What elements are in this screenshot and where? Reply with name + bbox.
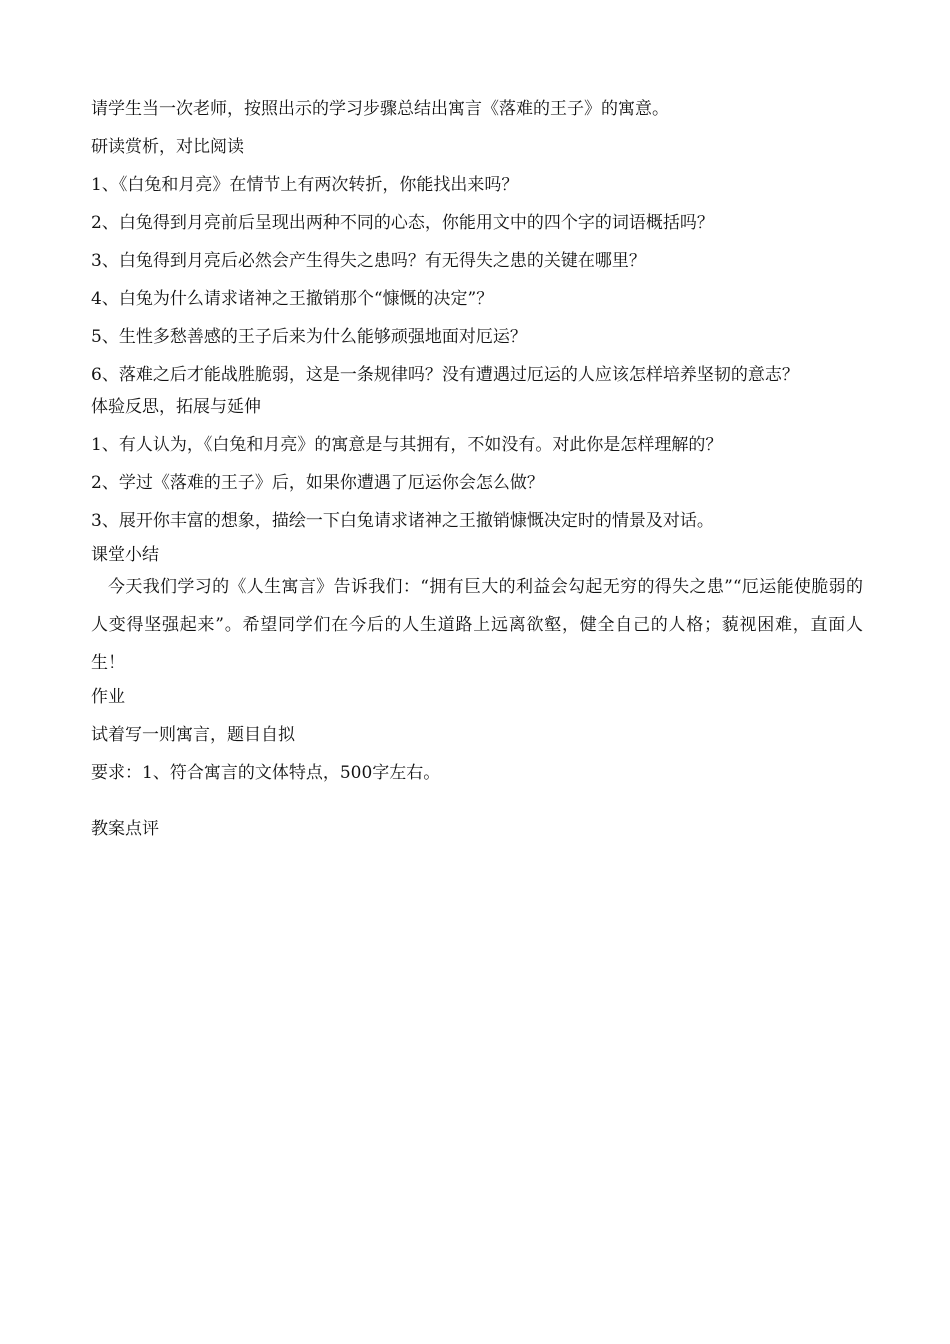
section-heading-homework: 作业 xyxy=(91,687,125,707)
reflection-question-2: 2、学过《落难的王子》后，如果你遭遇了厄运你会怎么做？ xyxy=(91,473,544,493)
document-page xyxy=(91,96,863,842)
study-question-2: 2、白兔得到月亮前后呈现出两种不同的心态，你能用文中的四个字的词语概括吗？ xyxy=(91,213,714,233)
section-heading-study: 研读赏析，对比阅读 xyxy=(91,137,244,157)
study-question-3: 3、白兔得到月亮后必然会产生得失之患吗？有无得失之患的关键在哪里？ xyxy=(91,251,646,271)
study-question-4: 4、白兔为什么请求诸神之王撤销那个“慷慨的决定”？ xyxy=(91,289,494,309)
homework-requirement: 要求：1、符合寓言的文体特点，500字左右。 xyxy=(91,763,441,783)
reflection-question-3: 3、展开你丰富的想象，描绘一下白兔请求诸神之王撤销慷慨决定时的情景及对话。 xyxy=(91,511,714,531)
study-question-5: 5、生性多愁善感的王子后来为什么能够顽强地面对厄运？ xyxy=(91,327,527,347)
lesson-plan-review-heading: 教案点评 xyxy=(91,819,159,839)
intro-line: 请学生当一次老师，按照出示的学习步骤总结出寓言《落难的王子》的寓意。 xyxy=(91,99,669,119)
study-question-1: 1、《白兔和月亮》在情节上有两次转折，你能找出来吗？ xyxy=(91,175,519,195)
section-heading-summary: 课堂小结 xyxy=(91,545,159,565)
section-heading-reflection: 体验反思，拓展与延伸 xyxy=(91,397,261,417)
reflection-question-1: 1、有人认为，《白兔和月亮》的寓意是与其拥有，不如没有。对此你是怎样理解的？ xyxy=(91,435,723,455)
study-question-6: 6、落难之后才能战胜脆弱，这是一条规律吗？没有遭遇过厄运的人应该怎样培养坚韧的意志？ xyxy=(91,365,799,385)
summary-paragraph: 今天我们学习的《人生寓言》告诉我们：“拥有巨大的利益会勾起无穷的得失之患”“厄运能使脆弱的人变得坚强起来”。希望同学们在今后的人生道路上远离欲壑，健全自己的人格；藐视困难，直面人生！ xyxy=(91,577,863,673)
homework-task: 试着写一则寓言，题目自拟 xyxy=(91,725,295,745)
